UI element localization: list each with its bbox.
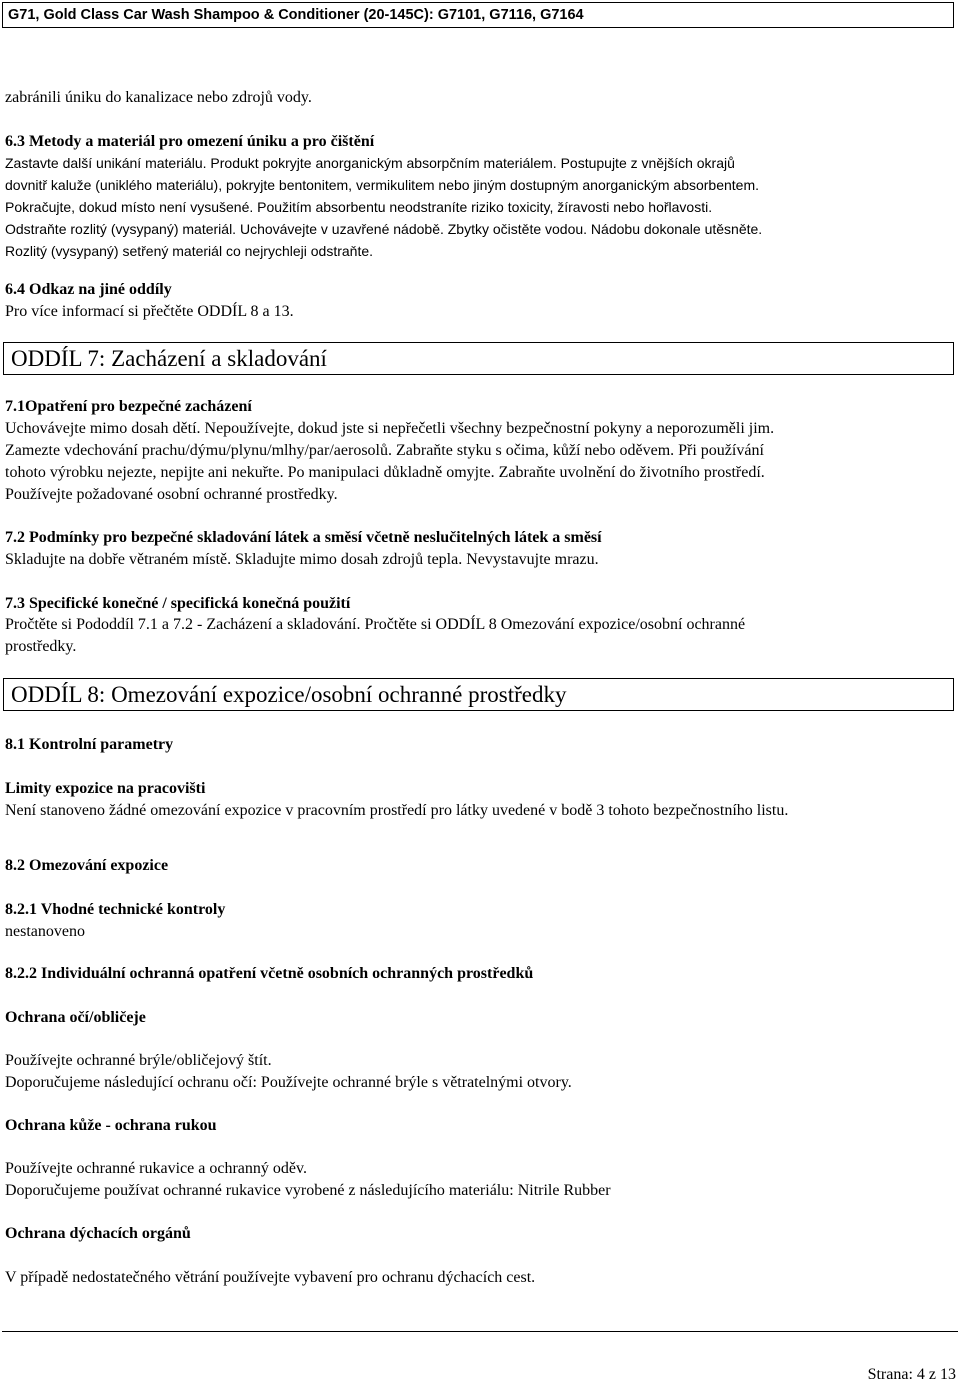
text-6-3-line-2: dovnitř kaluže (uniklého materiálu), pokryjte bentonitem, vermikulitem nebo jiným dostupným anorganickým absorbentem. [5,177,760,193]
heading-8-2-1: 8.2.1 Vhodné technické kontroly [5,901,226,918]
section-7-title: ODDÍL 7: Zacházení a skladování [11,346,327,371]
document-title: G71, Gold Class Car Wash Shampoo & Conditioner (20-145C): G7101, G7116, G7164 [8,7,584,23]
text-limits: Není stanoveno žádné omezování expozice v pracovním prostředí pro látky uvedené v bodě 3 tohoto bezpečnostního listu. [5,802,789,819]
heading-8-2-2: 8.2.2 Individuální ochranná opatření včetně osobních ochranných prostředků [5,965,534,982]
text-7-1-line-3: tohoto výrobku nejezte, nepijte ani nekuřte. Po manipulaci důkladně omyjte. Zabraňte uvolnění do životního prostředí. [5,464,765,481]
document-header [2,2,954,28]
page-number: Strana: 4 z 13 [867,1366,956,1383]
section-7-header [3,342,954,375]
text-eye-protection-line-1: Používejte ochranné brýle/obličejový štít. [5,1052,272,1069]
text-6-3-line-4: Odstraňte rozlitý (vysypaný) materiál. Uchovávejte v uzavřené nádobě. Zbytky očistěte vodou. Nádobu dokonale utěsněte. [5,221,763,237]
text-6-4: Pro více informací si přečtěte ODDÍL 8 a 13. [5,303,294,320]
heading-7-3: 7.3 Specifické konečné / specifická konečná použití [5,595,351,612]
section6-intro-text: zabránili úniku do kanalizace nebo zdrojů vody. [5,89,312,106]
text-respiratory-protection: V případě nedostatečného větrání používejte vybavení pro ochranu dýchacích cest. [5,1269,536,1286]
heading-respiratory-protection: Ochrana dýchacích orgánů [5,1225,191,1242]
text-7-1-line-4: Používejte požadované osobní ochranné prostředky. [5,486,338,503]
text-skin-protection-line-2: Doporučujeme používat ochranné rukavice vyrobené z následujícího materiálu: Nitrile Rubber [5,1182,611,1199]
text-6-3-line-5: Rozlitý (vysypaný) setřený materiál co nejrychleji odstraňte. [5,243,374,259]
heading-8-2: 8.2 Omezování expozice [5,857,169,874]
footer-divider [2,1331,958,1332]
heading-6-3: 6.3 Metody a materiál pro omezení úniku a pro čištění [5,133,375,150]
heading-8-1: 8.1 Kontrolní parametry [5,736,174,753]
section-8-title: ODDÍL 8: Omezování expozice/osobní ochranné prostředky [11,682,567,707]
text-7-3-line-2: prostředky. [5,638,77,655]
text-skin-protection-line-1: Používejte ochranné rukavice a ochranný oděv. [5,1160,307,1177]
section-8-header [3,678,954,711]
heading-6-4: 6.4 Odkaz na jiné oddíly [5,281,172,298]
heading-eye-protection: Ochrana očí/obličeje [5,1009,146,1026]
text-8-2-1: nestanoveno [5,923,85,940]
text-7-2: Skladujte na dobře větraném místě. Skladujte mimo dosah zdrojů tepla. Nevystavujte mrazu. [5,551,599,568]
text-6-3-line-3: Pokračujte, dokud místo není vysušené. Použitím absorbentu neodstraníte riziko toxicity, žíravosti nebo hořlavosti. [5,199,713,215]
heading-skin-protection: Ochrana kůže - ochrana rukou [5,1117,217,1134]
text-7-1-line-2: Zamezte vdechování prachu/dýmu/plynu/mlhy/par/aerosolů. Zabraňte styku s očima, kůží nebo oděvem. Při používání [5,442,764,459]
text-7-1-line-1: Uchovávejte mimo dosah dětí. Nepoužívejte, dokud jste si nepřečetli všechny bezpečnostní pokyny a neporozuměli jim. [5,420,775,437]
text-eye-protection-line-2: Doporučujeme následující ochranu očí: Používejte ochranné brýle s větratelnými otvory. [5,1074,572,1091]
text-6-3-line-1: Zastavte další unikání materiálu. Produkt pokryjte anorganickým absorpčním materiálem. Postupujte z vnějších okrajů [5,155,735,171]
heading-7-1: 7.1Opatření pro bezpečné zacházení [5,398,252,415]
heading-limits: Limity expozice na pracovišti [5,780,206,797]
text-7-3-line-1: Pročtěte si Pododdíl 7.1 a 7.2 - Zacházení a skladování. Pročtěte si ODDÍL 8 Omezování expozice/osobní ochranné [5,616,746,633]
heading-7-2: 7.2 Podmínky pro bezpečné skladování látek a směsí včetně neslučitelných látek a směsí [5,529,602,546]
